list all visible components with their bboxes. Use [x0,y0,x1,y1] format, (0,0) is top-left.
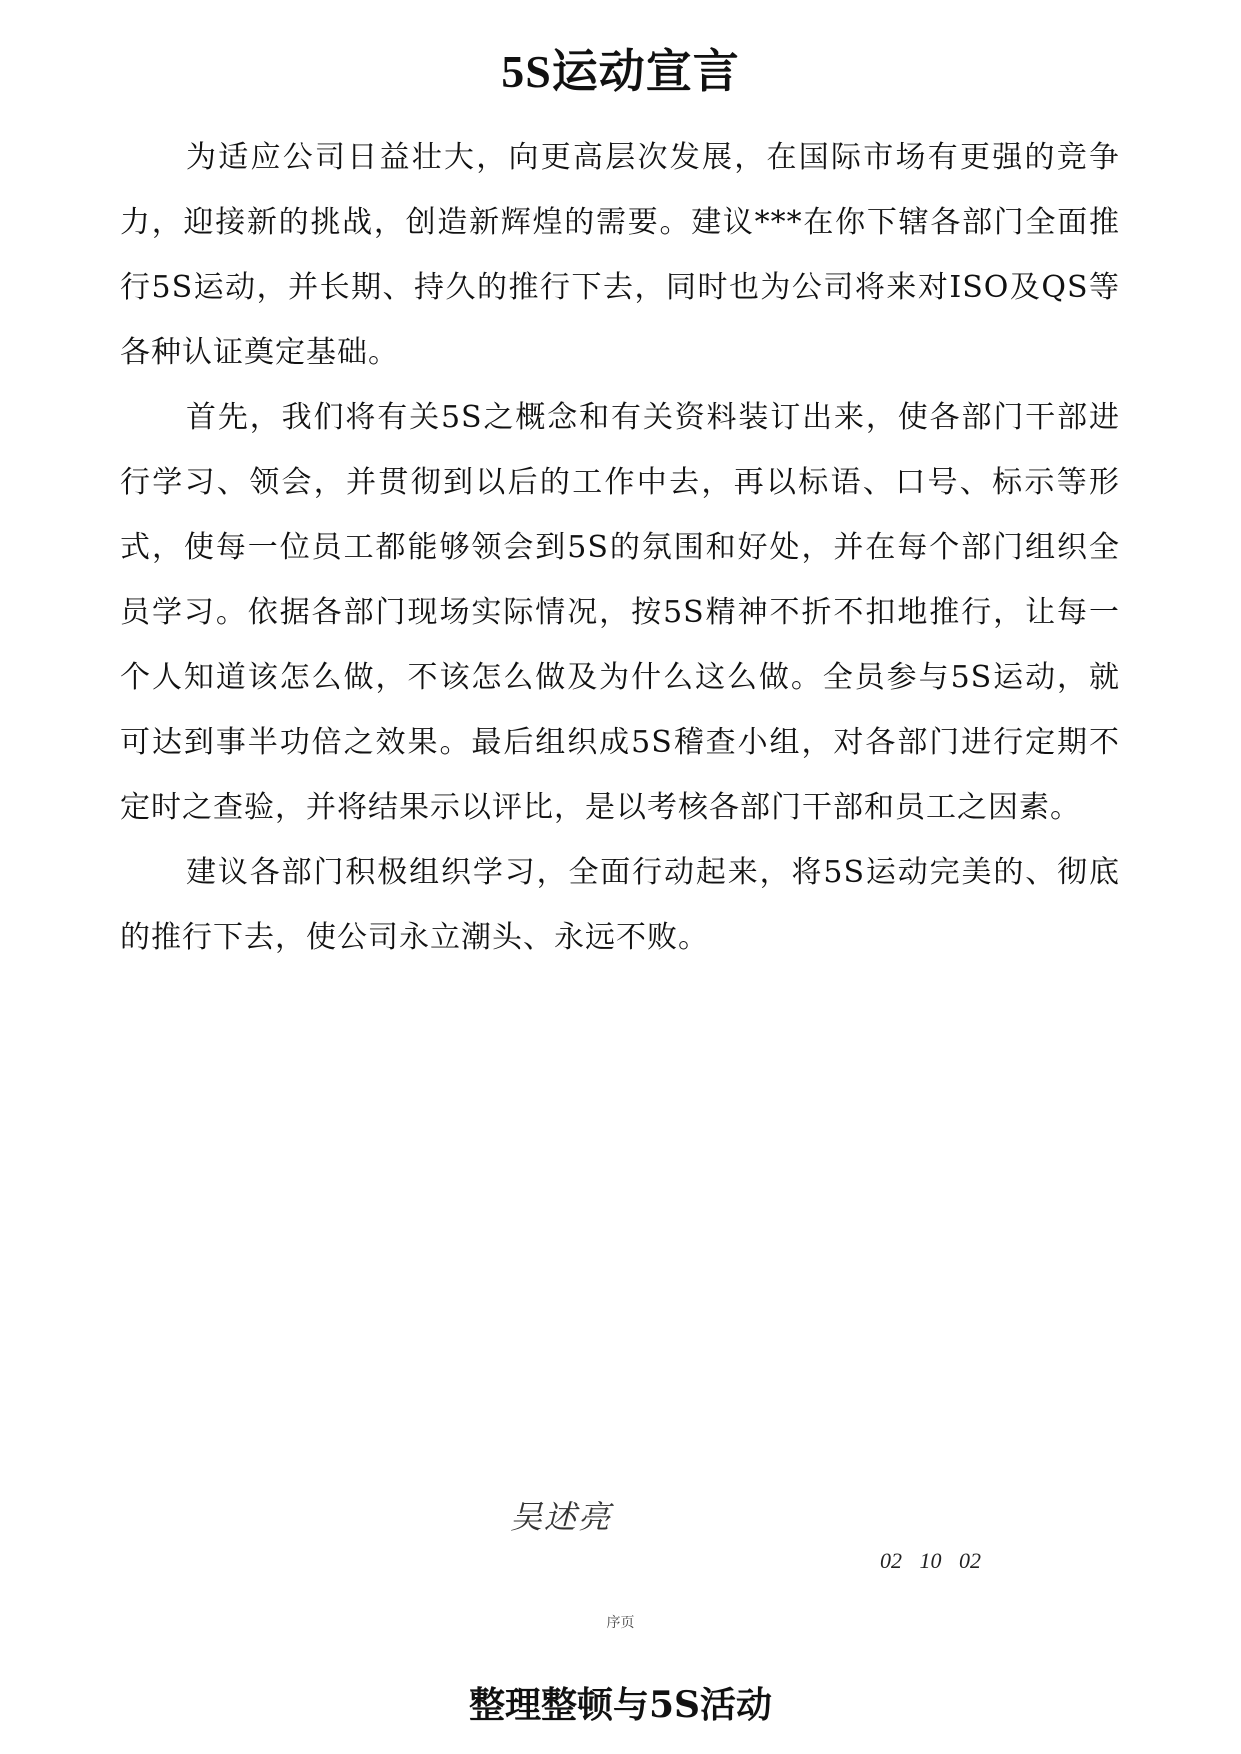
document-title: 5S运动宣言 [501,46,740,97]
paragraph-intro: 为适应公司日益壮大，向更高层次发展，在国际市场有更强的竞争力，迎接新的挑战，创造新辉煌的需要。建议***在你下辖各部门全面推行5S运动，并长期、持久的推行下去，同时也为公司将来对ISO及QS等各种认证奠定基础。 [120,140,1120,370]
paragraph-plan: 首先，我们将有关5S之概念和有关资料装订出来，使各部门干部进行学习、领会，并贯彻到以后的工作中去，再以标语、口号、标示等形式，使每一位员工都能够领会到5S的氛围和好处，并在每个部门组织全员学习。依据各部门现场实际情况，按5S精神不折不扣地推行，让每一个人知道该怎么做，不该怎么做及为什么这么做。全员参与5S运动，就可达到事半功倍之效果。最后组织成5S稽查小组，对各部门进行定期不定时之查验，并将结果示以评比，是以考核各部门干部和员工之因素。 [120,400,1120,825]
document-body [120,125,1120,970]
page-label: 序页 [606,1615,635,1631]
author-signature: 吴述亮 [510,1498,613,1536]
next-section-title: 整理整顿与5S活动 [468,1684,773,1726]
document-date: 02 10 02 [880,1548,981,1573]
paragraph-closing: 建议各部门积极组织学习，全面行动起来，将5S运动完美的、彻底的推行下去，使公司永立潮头、永远不败。 [120,855,1120,955]
